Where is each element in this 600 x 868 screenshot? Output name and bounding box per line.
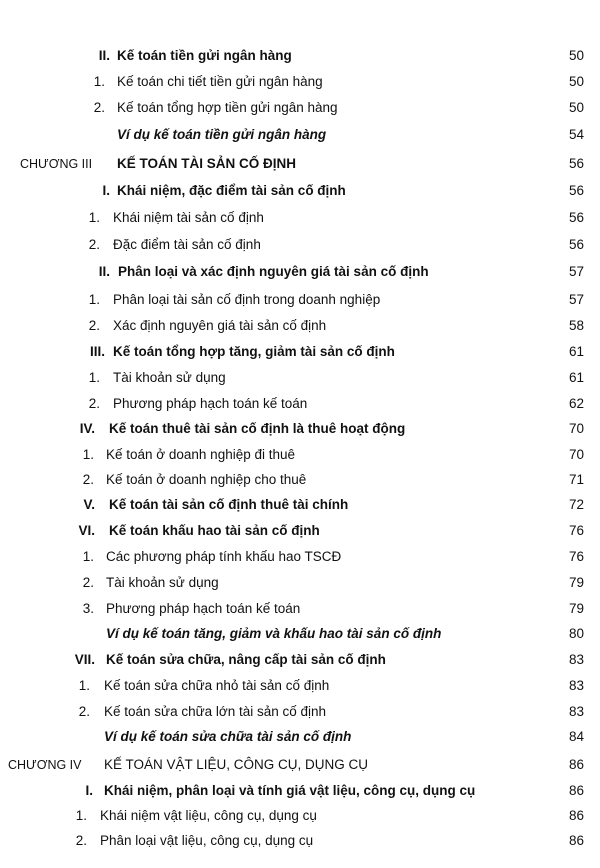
entry-number: 1. — [88, 370, 100, 385]
toc-entry-section — [0, 262, 600, 282]
toc-entry-item — [0, 290, 600, 310]
entry-title: Phân loại và xác định nguyên giá tài sản cố định — [118, 264, 429, 279]
entry-number: 2. — [82, 575, 94, 590]
entry-page: 84 — [568, 729, 584, 744]
toc-entry-item — [0, 599, 600, 619]
entry-page: 57 — [568, 292, 584, 307]
entry-number: 2. — [93, 100, 105, 115]
entry-number: 2. — [88, 396, 100, 411]
toc-entry-item — [0, 316, 600, 336]
entry-page: 50 — [568, 100, 584, 115]
toc-entry-section — [0, 781, 600, 801]
entry-number: 1. — [78, 678, 90, 693]
entry-page: 83 — [568, 678, 584, 693]
toc-entry-item — [0, 368, 600, 388]
entry-title: Kế toán chi tiết tiền gửi ngân hàng — [117, 74, 323, 89]
entry-page: 50 — [568, 74, 584, 89]
entry-page: 50 — [568, 48, 584, 63]
entry-number: 2. — [78, 704, 90, 719]
toc-entry-item — [0, 235, 600, 255]
toc-entry-section — [0, 650, 600, 670]
entry-title: Khái niệm tài sản cố định — [113, 210, 264, 225]
entry-number: I. — [85, 783, 93, 798]
entry-title: KẾ TOÁN VẬT LIỆU, CÔNG CỤ, DỤNG CỤ — [104, 757, 369, 772]
entry-number: I. — [102, 183, 110, 198]
entry-title: Ví dụ kế toán tăng, giảm và khấu hao tài sản cố định — [106, 626, 442, 641]
entry-title: Phương pháp hạch toán kế toán — [106, 601, 301, 616]
entry-title: Ví dụ kế toán sửa chữa tài sản cố định — [104, 729, 352, 744]
entry-page: 61 — [568, 370, 584, 385]
entry-page: 71 — [568, 472, 584, 487]
toc-entry-item — [0, 547, 600, 567]
entry-title: Kế toán sửa chữa lớn tài sản cố định — [104, 704, 327, 719]
entry-number: V. — [83, 497, 95, 512]
toc-entry-item — [0, 445, 600, 465]
entry-title: Kế toán ở doanh nghiệp đi thuê — [106, 447, 296, 462]
toc-entry-item — [0, 98, 600, 118]
entry-number: IV. — [79, 421, 95, 436]
toc-entry-item — [0, 573, 600, 593]
entry-number: II. — [98, 48, 110, 63]
entry-title: Kế toán thuê tài sản cố định là thuê hoạt động — [109, 421, 406, 436]
toc-entry-item — [0, 676, 600, 696]
toc-entry-item — [0, 831, 600, 851]
entry-title: Khái niệm, phân loại và tính giá vật liệu, công cụ, dụng cụ — [104, 783, 476, 798]
entry-title: Kế toán tiền gửi ngân hàng — [117, 48, 292, 63]
entry-page: 80 — [568, 626, 584, 641]
entry-page: 58 — [568, 318, 584, 333]
entry-title: Phân loại vật liệu, công cụ, dụng cụ — [100, 833, 314, 848]
entry-page: 56 — [568, 237, 584, 252]
entry-title: Kế toán sửa chữa, nâng cấp tài sản cố định — [106, 652, 386, 667]
toc-entry-item — [0, 702, 600, 722]
entry-page: 86 — [568, 783, 584, 798]
chapter-label: CHƯƠNG III — [20, 157, 93, 171]
entry-page: 70 — [568, 447, 584, 462]
entry-title: Phương pháp hạch toán kế toán — [113, 396, 308, 411]
entry-page: 76 — [568, 523, 584, 538]
entry-title: Khái niệm vật liệu, công cụ, dụng cụ — [100, 808, 317, 823]
toc-entry-chapter — [0, 154, 600, 174]
toc-entry-section — [0, 495, 600, 515]
entry-title: Kế toán tài sản cố định thuê tài chính — [109, 497, 349, 512]
entry-title: KẾ TOÁN TÀI SẢN CỐ ĐỊNH — [117, 156, 297, 171]
entry-number: 3. — [82, 601, 94, 616]
entry-page: 56 — [568, 156, 584, 171]
toc-entry-section — [0, 342, 600, 362]
entry-page: 57 — [568, 264, 584, 279]
entry-page: 83 — [568, 652, 584, 667]
entry-page: 79 — [568, 575, 584, 590]
entry-number: 1. — [82, 447, 94, 462]
entry-number: II. — [98, 264, 110, 279]
entry-page: 72 — [568, 497, 584, 512]
entry-number: VI. — [78, 523, 95, 538]
entry-page: 56 — [568, 183, 584, 198]
entry-page: 70 — [568, 421, 584, 436]
entry-title: Kế toán sửa chữa nhỏ tài sản cố định — [104, 678, 330, 693]
entry-page: 54 — [568, 127, 584, 142]
entry-number: 2. — [75, 833, 87, 848]
entry-page: 62 — [568, 396, 584, 411]
entry-number: 1. — [88, 292, 100, 307]
toc-entry-example — [0, 624, 600, 644]
entry-page: 86 — [568, 757, 584, 772]
toc-entry-chapter — [0, 755, 600, 775]
toc-entry-example — [0, 727, 600, 747]
entry-title: Xác định nguyên giá tài sản cố định — [113, 318, 327, 333]
entry-page: 79 — [568, 601, 584, 616]
entry-title: Phân loại tài sản cố định trong doanh nghiệp — [113, 292, 381, 307]
entry-number: 1. — [75, 808, 87, 823]
entry-page: 86 — [568, 833, 584, 848]
entry-number: 1. — [82, 549, 94, 564]
entry-page: 83 — [568, 704, 584, 719]
entry-title: Kế toán tổng hợp tiền gửi ngân hàng — [117, 100, 338, 115]
entry-title: Kế toán ở doanh nghiệp cho thuê — [106, 472, 307, 487]
toc-entry-section — [0, 46, 600, 66]
entry-title: Ví dụ kế toán tiền gửi ngân hàng — [117, 127, 327, 142]
toc-entry-item — [0, 208, 600, 228]
entry-number: 2. — [82, 472, 94, 487]
entry-number: 1. — [88, 210, 100, 225]
entry-title: Khái niệm, đặc điểm tài sản cố định — [117, 183, 346, 198]
toc-entry-section — [0, 521, 600, 541]
entry-number: 1. — [93, 74, 105, 89]
toc-entry-example — [0, 125, 600, 145]
entry-page: 76 — [568, 549, 584, 564]
toc-entry-section — [0, 419, 600, 439]
entry-title: Các phương pháp tính khấu hao TSCĐ — [106, 549, 342, 564]
toc-entry-item — [0, 72, 600, 92]
entry-number: 2. — [88, 237, 100, 252]
toc-entry-item — [0, 806, 600, 826]
entry-number: VII. — [74, 652, 95, 667]
chapter-label: CHƯƠNG IV — [8, 758, 82, 772]
entry-title: Tài khoản sử dụng — [106, 575, 219, 590]
entry-title: Đặc điểm tài sản cố định — [113, 237, 261, 252]
toc-entry-item — [0, 394, 600, 414]
entry-number: III. — [89, 344, 105, 359]
toc-entry-item — [0, 470, 600, 490]
entry-title: Kế toán khấu hao tài sản cố định — [109, 523, 320, 538]
entry-page: 86 — [568, 808, 584, 823]
entry-number: 2. — [88, 318, 100, 333]
toc-entry-section — [0, 181, 600, 201]
entry-page: 56 — [568, 210, 584, 225]
entry-page: 61 — [568, 344, 584, 359]
entry-title: Tài khoản sử dụng — [113, 370, 226, 385]
entry-title: Kế toán tổng hợp tăng, giảm tài sản cố định — [113, 344, 395, 359]
